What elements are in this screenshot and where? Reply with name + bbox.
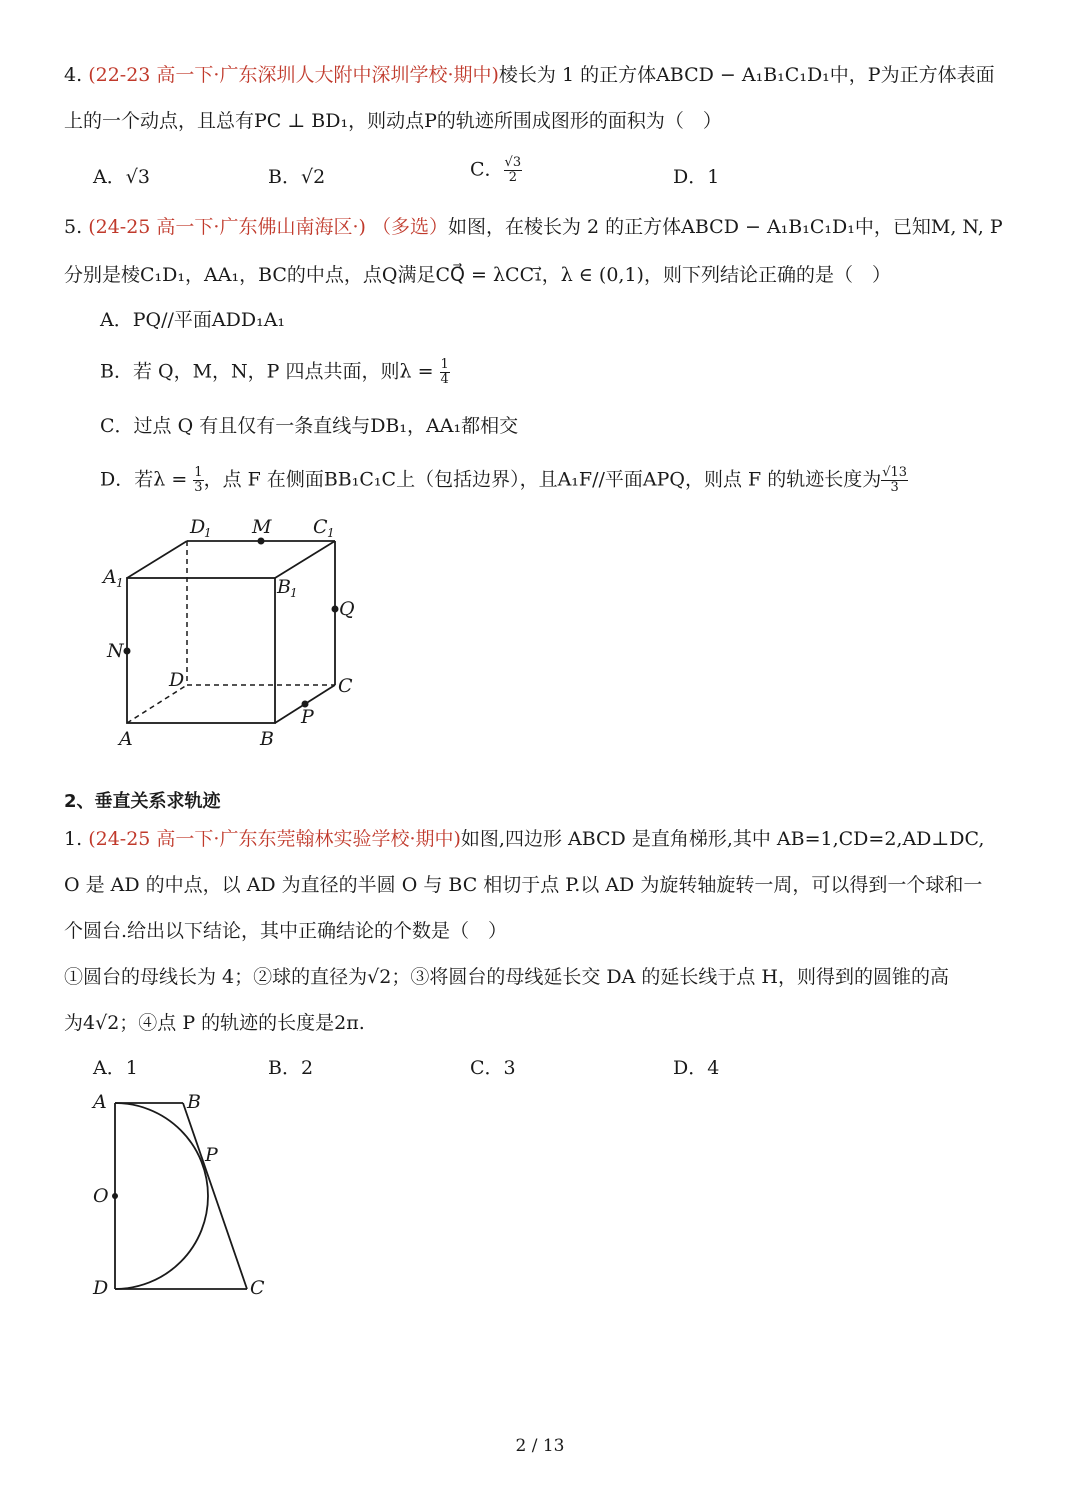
point-q — [332, 606, 339, 613]
q5-line1 — [64, 214, 1003, 240]
label-a1: A — [103, 566, 117, 588]
s1-number: 1. — [64, 828, 83, 850]
q4-text-1: 棱长为 1 的正方体ABCD − A₁B₁C₁D₁中，P为正方体表面 — [498, 64, 995, 86]
q5-option-d — [100, 466, 908, 495]
q4-option-b: B．√2 — [268, 166, 326, 188]
label-d1-sub: 1 — [204, 526, 212, 540]
label-d1: D — [190, 516, 206, 538]
edge-a1d1 — [127, 541, 187, 578]
fraction-numerator: 1 — [194, 465, 203, 480]
s1-option-d: D．4 — [673, 1057, 720, 1079]
label-p: P — [205, 1144, 218, 1166]
q5-option-d-text-1: D．若λ = — [100, 468, 188, 491]
label-a: A — [93, 1091, 107, 1113]
fraction-denominator: 3 — [890, 480, 899, 495]
trapezoid-figure — [85, 1085, 285, 1305]
point-m — [258, 538, 265, 545]
label-a1-sub: 1 — [116, 576, 124, 590]
s1-option-c: C．3 — [470, 1057, 516, 1079]
q5-line2: 分别是棱C₁D₁，AA₁，BC的中点，点Q满足CQ⃗ = λCC₁⃗，λ ∈ (0,1)，则下列结论正确的是（ ） — [64, 264, 891, 286]
s1-line2: O 是 AD 的中点，以 AD 为直径的半圆 O 与 BC 相切于点 P.以 AD 为旋转轴旋转一周，可以得到一个球和一 — [64, 874, 983, 896]
q5-option-c: C．过点 Q 有且仅有一条直线与DB₁，AA₁都相交 — [100, 415, 519, 437]
label-b: B — [187, 1091, 201, 1113]
q4-option-c-label: C． — [470, 158, 504, 181]
label-o: O — [93, 1185, 109, 1207]
label-b1: B — [277, 576, 291, 598]
q5-option-d-fraction-1 — [193, 466, 203, 495]
s1-line1 — [64, 826, 984, 852]
q5-option-b-fraction — [440, 358, 450, 387]
label-c1: C — [313, 516, 328, 538]
front-face — [127, 578, 275, 723]
q4-line1 — [64, 62, 995, 88]
q5-option-d-fraction-2 — [881, 466, 908, 495]
q5-option-b — [100, 358, 450, 387]
label-d: D — [93, 1277, 109, 1299]
q5-source: (24-25 高一下·广东佛山南海区·) — [88, 216, 366, 238]
q4-option-d: D．1 — [673, 166, 720, 188]
q5-text-1: 如图，在棱长为 2 的正方体ABCD − A₁B₁C₁D₁中，已知M, N, P — [447, 216, 1003, 238]
label-p: P — [301, 706, 314, 728]
label-b1-sub: 1 — [290, 586, 298, 600]
cube-figure — [95, 505, 375, 755]
label-c1-sub: 1 — [327, 526, 335, 540]
fraction-numerator: √3 — [504, 155, 522, 170]
s1-option-b: B．2 — [268, 1057, 314, 1079]
edge-bc — [183, 1103, 247, 1289]
label-a: A — [119, 728, 133, 750]
page-number: 2 / 13 — [515, 1436, 565, 1456]
fraction-numerator: 1 — [440, 357, 449, 372]
q4-line2: 上的一个动点，且总有PC ⊥ BD₁，则动点P的轨迹所围成图形的面积为（ ） — [64, 110, 722, 132]
q5-option-d-text-2: ，点 F 在侧面BB₁C₁C上（包括边界），且A₁F//平面APQ，则点 F 的轨迹长度为 — [203, 468, 882, 491]
label-c: C — [250, 1277, 265, 1299]
label-b: B — [260, 728, 274, 750]
s1-text-1: 如图,四边形 ABCD 是直角梯形,其中 AB=1,CD=2,AD⊥DC, — [460, 828, 985, 850]
q4-number: 4. — [64, 64, 83, 86]
s1-line3: 个圆台.给出以下结论，其中正确结论的个数是（ ） — [64, 920, 508, 942]
fraction-denominator: 4 — [440, 372, 449, 387]
q5-option-a: A．PQ//平面ADD₁A₁ — [100, 309, 286, 331]
point-n — [124, 648, 131, 655]
s1-line5: 为4√2；④点 P 的轨迹的长度是2π. — [64, 1012, 365, 1034]
q4-option-a: A．√3 — [93, 166, 150, 188]
label-c: C — [338, 675, 353, 697]
s1-option-a: A．1 — [93, 1057, 138, 1079]
q5-tag: （多选） — [371, 216, 448, 238]
label-d: D — [169, 669, 185, 691]
label-q: Q — [339, 598, 355, 620]
section-heading: 2、垂直关系求轨迹 — [64, 791, 221, 812]
q4-source: (22-23 高一下·广东深圳人大附中深圳学校·期中) — [88, 64, 499, 86]
q4-option-c-fraction — [504, 156, 523, 185]
label-m: M — [252, 516, 272, 538]
q5-option-b-text: B．若 Q，M，N，P 四点共面，则λ = — [100, 360, 434, 383]
s1-source: (24-25 高一下·广东东莞翰林实验学校·期中) — [88, 828, 461, 850]
label-n: N — [107, 640, 124, 662]
q4-option-c — [470, 156, 522, 185]
point-o — [112, 1193, 118, 1199]
q5-number: 5. — [64, 216, 83, 238]
fraction-denominator: 3 — [194, 480, 203, 495]
semicircle-o — [115, 1103, 208, 1289]
edge-b1c1 — [275, 541, 335, 578]
fraction-denominator: 2 — [508, 170, 517, 185]
fraction-numerator: √13 — [882, 465, 908, 480]
s1-line4: ①圆台的母线长为 4；②球的直径为√2；③将圆台的母线延长交 DA 的延长线于点 H，则得到的圆锥的高 — [64, 966, 949, 988]
